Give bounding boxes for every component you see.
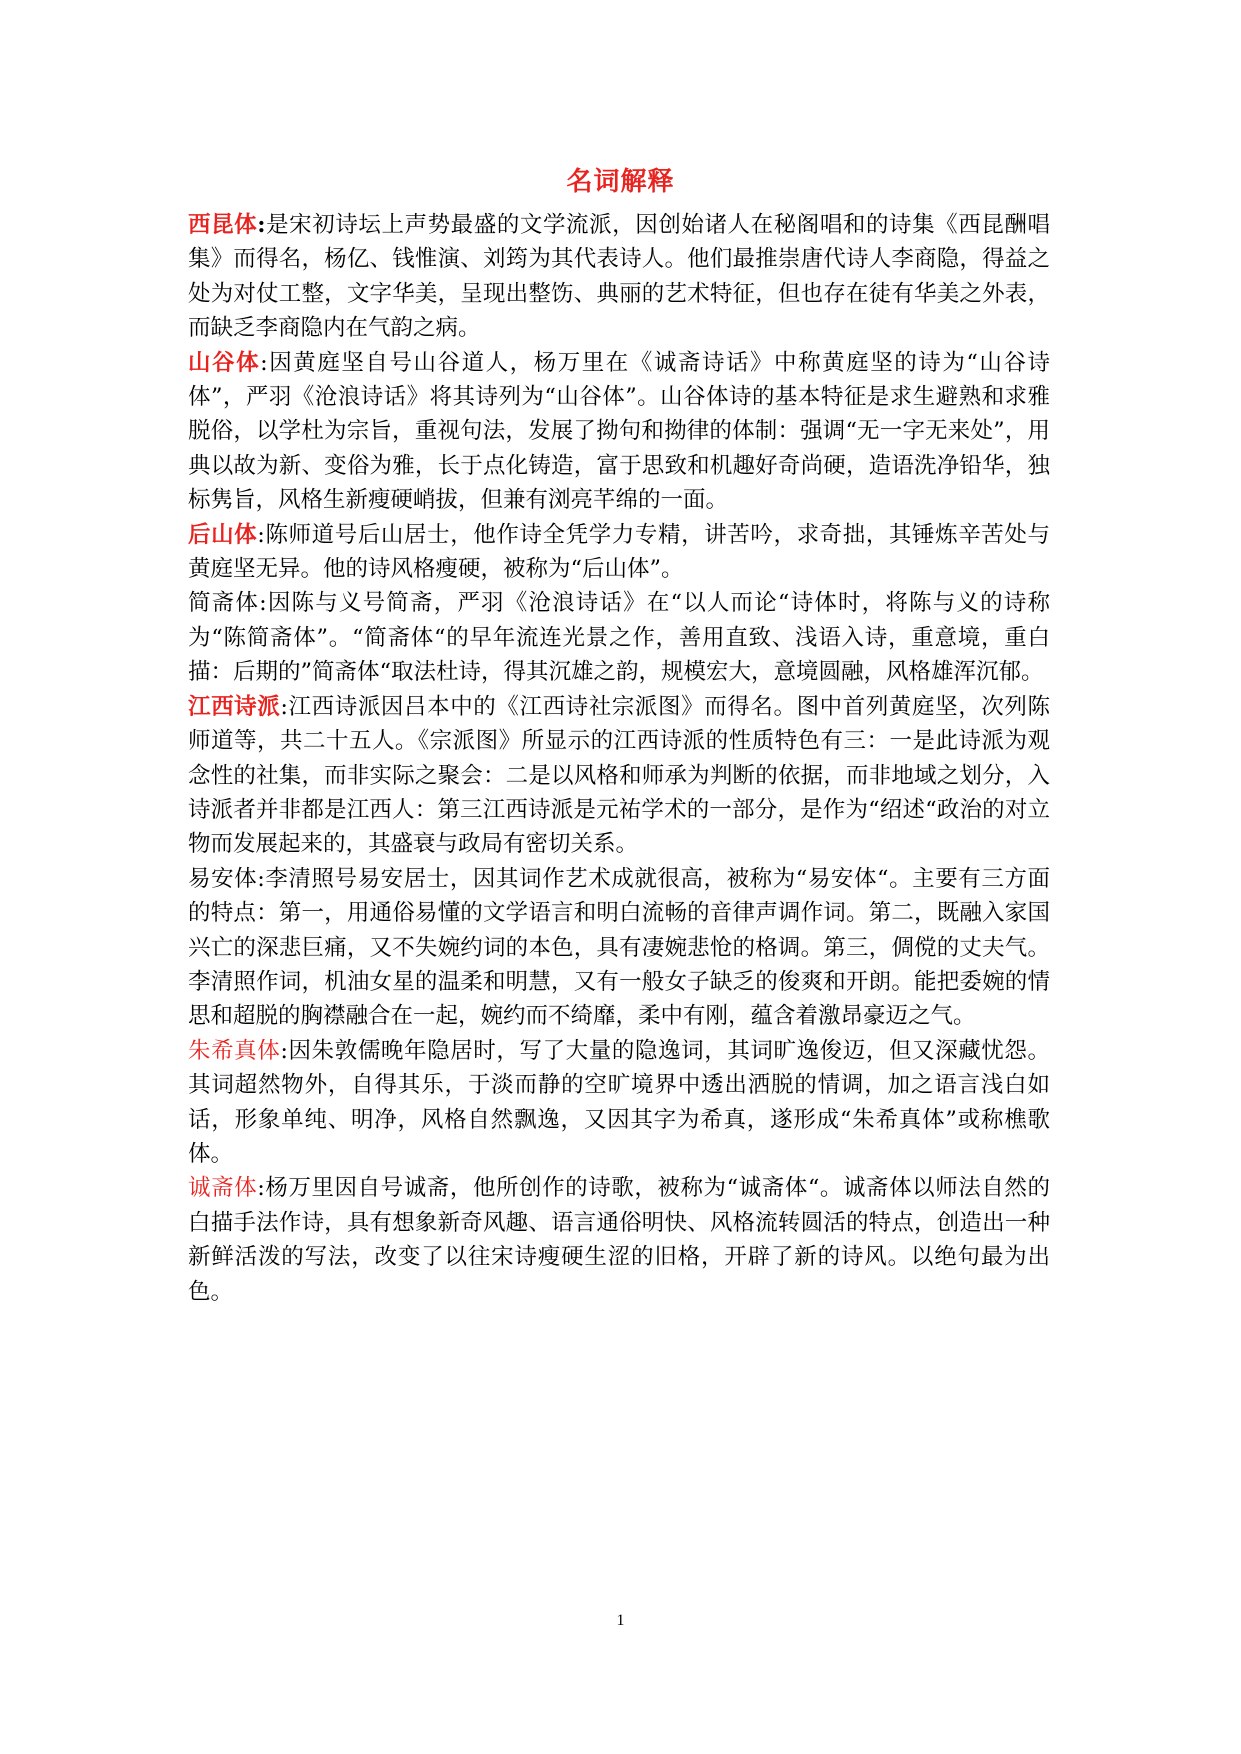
term-shanguti: 山谷体	[188, 349, 261, 376]
entry-houshanti	[188, 518, 1050, 587]
entry-jianzhaiti	[188, 586, 1050, 689]
term-separator: :	[280, 693, 288, 720]
page-number: 1	[616, 1612, 625, 1629]
term-chengzhaiti: 诚斋体	[188, 1175, 258, 1202]
term-separator: :	[257, 212, 266, 238]
entry-shanguti	[188, 346, 1050, 518]
entry-chengzhaiti	[188, 1171, 1050, 1309]
term-zhuxizhenti: 朱希真体	[188, 1037, 281, 1064]
entry-xikunti	[188, 208, 1050, 346]
term-separator: :	[280, 1037, 288, 1064]
term-separator: :	[259, 590, 267, 617]
term-separator: :	[257, 521, 265, 548]
entry-text: 因朱敦儒晚年隐居时，写了大量的隐逸词，其词旷逸俊迈，但又深藏忧怨。其词超然物外，自得其乐，于淡而静的空旷境界中透出洒脱的情调，加之语言浅白如话，形象单纯、明净，风格自然飘逸，又因其字为希真，遂形成“朱希真体”或称樵歌体。	[188, 1037, 1050, 1167]
entry-text: 杨万里因自号诚斋，他所创作的诗歌，被称为“诚斋体“。诚斋体以师法自然的白描手法作诗，具有想象新奇风趣、语言通俗明快、风格流转圆活的特点，创造出一种新鲜活泼的写法，改变了以往宋诗瘦硬生涩的旧格，开辟了新的诗风。以绝句最为出色。	[188, 1175, 1050, 1305]
entry-text: 江西诗派因吕本中的《江西诗社宗派图》而得名。图中首列黄庭坚，次列陈师道等，共二十五人。《宗派图》所显示的江西诗派的性质特色有三：一是此诗派为观念性的社集，而非实际之聚会：二是以风格和师承为判断的依据，而非地域之划分，入诗派者并非都是江西人：第三江西诗派是元祐学术的一部分，是作为“绍述“政治的对立物而发展起来的，其盛衰与政局有密切关系。	[188, 693, 1050, 858]
term-separator: :	[257, 865, 265, 892]
entry-text: 陈师道号后山居士，他作诗全凭学力专精，讲苦吟，求奇拙，其锤炼辛苦处与黄庭坚无异。他的诗风格瘦硬，被称为“后山体”。	[188, 521, 1050, 583]
term-separator: :	[257, 1175, 265, 1202]
page-title: 名词解释	[566, 167, 675, 197]
entry-text: 因黄庭坚自号山谷道人，杨万里在《诚斋诗话》中称黄庭坚的诗为“山谷诗体”，严羽《沧浪诗话》将其诗列为“山谷体”。山谷体诗的基本特征是求生避熟和求雅脱俗，以学杜为宗旨，重视句法，发展了拗句和拗律的体制：强调“无一字无来处”，用典以故为新、变俗为雅，长于点化铸造，富于思致和机趣好奇尚硬，造语洗净铅华，独标隽旨，风格生新瘦硬峭拔，但兼有浏亮芊绵的一面。	[188, 349, 1050, 514]
entry-text: 李清照号易安居士，因其词作艺术成就很高，被称为“易安体“。主要有三方面的特点：第一，用通俗易懂的文学语言和明白流畅的音律声调作词。第二，既融入家国兴亡的深悲巨痛，又不失婉约词的本色，具有凄婉悲怆的格调。第三，倜傥的丈夫气。李清照作词，机油女星的温柔和明慧，又有一般女子缺乏的俊爽和开朗。能把委婉的情思和超脱的胸襟融合在一起，婉约而不绮靡，柔中有刚，蕴含着激昂豪迈之气。	[188, 865, 1050, 1030]
entry-text: 因陈与义号简斋，严羽《沧浪诗话》在“以人而论“诗体时，将陈与义的诗称为“陈简斋体”。“简斋体“的早年流连光景之作，善用直致、浅语入诗，重意境，重白描：后期的”简斋体“取法杜诗，得其沉雄之韵，规模宏大，意境圆融，风格雄浑沉郁。	[188, 590, 1050, 686]
term-yianti: 易安体	[188, 865, 258, 892]
term-jiangxishipai: 江西诗派	[188, 693, 281, 720]
entry-yianti	[188, 862, 1050, 1034]
document-body	[188, 208, 1050, 1309]
term-jianzhaiti: 简斋体	[188, 590, 260, 617]
term-xikunti: 西昆体	[188, 212, 258, 238]
term-houshanti: 后山体	[188, 521, 258, 548]
entry-jiangxishipai	[188, 690, 1050, 862]
term-separator: :	[260, 349, 268, 376]
entry-text: 是宋初诗坛上声势最盛的文学流派，因创始诸人在秘阁唱和的诗集《西昆酬唱集》而得名，杨亿、钱惟演、刘筠为其代表诗人。他们最推崇唐代诗人李商隐，得益之处为对仗工整，文字华美，呈现出整饬、典丽的艺术特征，但也存在徒有华美之外表，而缺乏李商隐内在气韵之病。	[188, 212, 1050, 342]
entry-zhuxizhenti	[188, 1034, 1050, 1172]
